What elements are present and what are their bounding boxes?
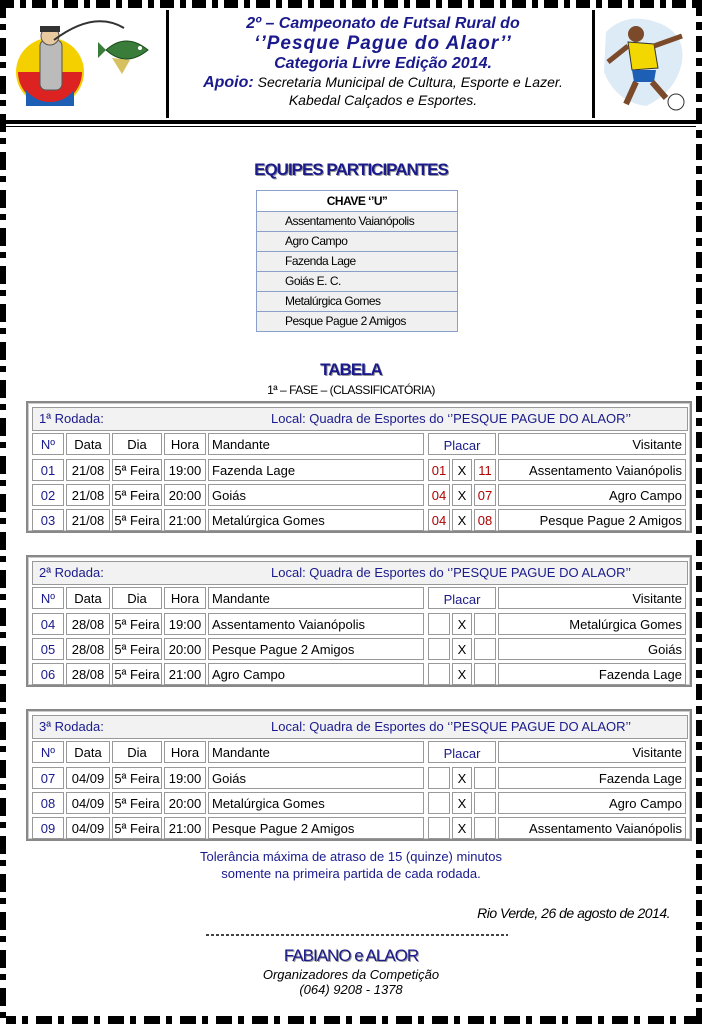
decorative-border-top <box>0 0 702 8</box>
game-num: 02 <box>32 484 64 506</box>
game-visitante: Agro Campo <box>498 484 686 506</box>
header-apoio <box>176 73 590 92</box>
game-hora: 21:00 <box>164 509 206 531</box>
game-data: 21/08 <box>66 484 110 506</box>
column-header-hora: Hora <box>164 433 206 455</box>
game-gv <box>474 767 496 789</box>
game-hora: 20:00 <box>164 484 206 506</box>
game-dia: 5ª Feira <box>112 459 162 481</box>
game-mandante: Goiás <box>208 767 424 789</box>
round-table <box>26 555 692 687</box>
game-mandante: Fazenda Lage <box>208 459 424 481</box>
teams-title: EQUIPES PARTICIPANTES <box>254 160 448 179</box>
game-visitante: Fazenda Lage <box>498 663 686 685</box>
game-gv <box>474 817 496 839</box>
header-rule <box>6 120 696 124</box>
fishing-logo <box>14 10 154 118</box>
game-visitante: Assentamento Vaianópolis <box>498 459 686 481</box>
game-mandante: Pesque Pague 2 Amigos <box>208 817 424 839</box>
game-dia: 5ª Feira <box>112 792 162 814</box>
game-num: 08 <box>32 792 64 814</box>
soccer-player-icon <box>596 12 692 116</box>
game-data: 04/09 <box>66 817 110 839</box>
game-gm <box>428 613 450 635</box>
game-data: 21/08 <box>66 459 110 481</box>
tolerance-line2: somente na primeira partida de cada rodada. <box>221 866 481 881</box>
column-header-dia: Dia <box>112 433 162 455</box>
tolerance-line1: Tolerância máxima de atraso de 15 (quinze) minutos <box>199 849 503 864</box>
game-x: X <box>452 792 472 814</box>
game-num: 05 <box>32 638 64 660</box>
round-name: 1ª Rodada: <box>39 411 104 426</box>
column-header-num: Nº <box>32 587 64 609</box>
round-name: 3ª Rodada: <box>39 719 104 734</box>
game-hora: 20:00 <box>164 638 206 660</box>
game-gm <box>428 817 450 839</box>
game-visitante: Assentamento Vaianópolis <box>498 817 686 839</box>
game-gm: 04 <box>428 484 450 506</box>
column-header-visitante: Visitante <box>498 433 686 455</box>
game-visitante: Agro Campo <box>498 792 686 814</box>
apoio-label: Apoio: <box>203 74 254 91</box>
game-hora: 21:00 <box>164 663 206 685</box>
game-hora: 19:00 <box>164 613 206 635</box>
game-gv <box>474 638 496 660</box>
header-line3: Categoria Livre Edição 2014. <box>274 55 492 72</box>
game-visitante: Goiás <box>498 638 686 660</box>
game-x: X <box>452 509 472 531</box>
game-gv: 11 <box>474 459 496 481</box>
game-x: X <box>452 638 472 660</box>
column-header-placar: Placar <box>428 433 496 455</box>
decorative-border-bottom <box>0 1016 702 1024</box>
game-gm <box>428 767 450 789</box>
header-rule-thin <box>6 126 696 127</box>
round-table <box>26 401 692 533</box>
game-gm: 04 <box>428 509 450 531</box>
game-gv: 08 <box>474 509 496 531</box>
organizers-info <box>0 967 702 997</box>
game-data: 28/08 <box>66 638 110 660</box>
round-header <box>32 715 688 739</box>
signature-line <box>206 934 508 936</box>
game-x: X <box>452 459 472 481</box>
tabela-title: TABELA <box>320 360 382 379</box>
organizers-name: FABIANO e ALAOR <box>283 946 419 965</box>
game-data: 21/08 <box>66 509 110 531</box>
game-hora: 19:00 <box>164 459 206 481</box>
round-local: Local: Quadra de Esportes do ‘’PESQUE PAGUE DO ALAOR’’ <box>271 719 632 734</box>
column-header-placar: Placar <box>428 741 496 763</box>
game-gv <box>474 792 496 814</box>
game-data: 04/09 <box>66 792 110 814</box>
game-gv: 07 <box>474 484 496 506</box>
header-divider-right <box>592 10 595 118</box>
column-header-visitante: Visitante <box>498 587 686 609</box>
game-dia: 5ª Feira <box>112 663 162 685</box>
apoio-text: Secretaria Municipal de Cultura, Esporte e Lazer. <box>257 74 563 90</box>
column-header-placar: Placar <box>428 587 496 609</box>
round-header <box>32 561 688 585</box>
game-num: 04 <box>32 613 64 635</box>
column-header-data: Data <box>66 433 110 455</box>
game-dia: 5ª Feira <box>112 638 162 660</box>
game-gm <box>428 663 450 685</box>
group-header: CHAVE ‘’U’’ <box>257 191 457 211</box>
column-header-dia: Dia <box>112 741 162 763</box>
round-header <box>32 407 688 431</box>
game-mandante: Metalúrgica Gomes <box>208 792 424 814</box>
team-item: Goiás E. C. <box>257 271 457 291</box>
game-mandante: Agro Campo <box>208 663 424 685</box>
game-mandante: Assentamento Vaianópolis <box>208 613 424 635</box>
round-table <box>26 709 692 841</box>
game-mandante: Metalúrgica Gomes <box>208 509 424 531</box>
game-visitante: Fazenda Lage <box>498 767 686 789</box>
game-mandante: Pesque Pague 2 Amigos <box>208 638 424 660</box>
team-item: Assentamento Vaianópolis <box>257 211 457 231</box>
header-divider-left <box>166 10 169 118</box>
header-title <box>176 14 590 109</box>
game-dia: 5ª Feira <box>112 613 162 635</box>
column-header-hora: Hora <box>164 587 206 609</box>
game-data: 04/09 <box>66 767 110 789</box>
game-hora: 21:00 <box>164 817 206 839</box>
game-gm <box>428 792 450 814</box>
column-header-num: Nº <box>32 433 64 455</box>
organizers-phone: (064) 9208 - 1378 <box>299 982 403 997</box>
column-header-mandante: Mandante <box>208 741 424 763</box>
column-header-num: Nº <box>32 741 64 763</box>
game-dia: 5ª Feira <box>112 484 162 506</box>
team-item: Pesque Pague 2 Amigos <box>257 311 457 331</box>
game-x: X <box>452 613 472 635</box>
game-dia: 5ª Feira <box>112 817 162 839</box>
game-num: 03 <box>32 509 64 531</box>
game-data: 28/08 <box>66 613 110 635</box>
game-num: 01 <box>32 459 64 481</box>
game-gm <box>428 638 450 660</box>
game-x: X <box>452 767 472 789</box>
game-gv <box>474 663 496 685</box>
game-gm: 01 <box>428 459 450 481</box>
fase-subtitle: 1ª – FASE – (CLASSIFICATÓRIA) <box>267 383 435 397</box>
game-gv <box>474 613 496 635</box>
game-x: X <box>452 663 472 685</box>
header-sponsor: Kabedal Calçados e Esportes. <box>288 92 478 108</box>
team-item: Agro Campo <box>257 231 457 251</box>
team-item: Metalúrgica Gomes <box>257 291 457 311</box>
team-item: Fazenda Lage <box>257 251 457 271</box>
game-visitante: Metalúrgica Gomes <box>498 613 686 635</box>
game-num: 09 <box>32 817 64 839</box>
game-x: X <box>452 484 472 506</box>
round-name: 2ª Rodada: <box>39 565 104 580</box>
tolerance-note <box>0 848 702 882</box>
header-line1: 2º – Campeonato de Futsal Rural do <box>246 15 520 32</box>
column-header-hora: Hora <box>164 741 206 763</box>
game-data: 28/08 <box>66 663 110 685</box>
round-local: Local: Quadra de Esportes do ‘’PESQUE PAGUE DO ALAOR’’ <box>271 411 632 426</box>
header-line2: ‘’Pesque Pague do Alaor’’ <box>254 33 512 54</box>
column-header-data: Data <box>66 741 110 763</box>
game-hora: 19:00 <box>164 767 206 789</box>
game-dia: 5ª Feira <box>112 767 162 789</box>
game-num: 07 <box>32 767 64 789</box>
teams-table <box>256 190 458 332</box>
game-hora: 20:00 <box>164 792 206 814</box>
organizers-role: Organizadores da Competição <box>262 967 440 982</box>
game-x: X <box>452 817 472 839</box>
document-date: Rio Verde, 26 de agosto de 2014. <box>477 905 670 921</box>
round-local: Local: Quadra de Esportes do ‘’PESQUE PAGUE DO ALAOR’’ <box>271 565 632 580</box>
column-header-mandante: Mandante <box>208 587 424 609</box>
game-mandante: Goiás <box>208 484 424 506</box>
game-dia: 5ª Feira <box>112 509 162 531</box>
column-header-dia: Dia <box>112 587 162 609</box>
game-num: 06 <box>32 663 64 685</box>
column-header-mandante: Mandante <box>208 433 424 455</box>
game-visitante: Pesque Pague 2 Amigos <box>498 509 686 531</box>
column-header-data: Data <box>66 587 110 609</box>
column-header-visitante: Visitante <box>498 741 686 763</box>
